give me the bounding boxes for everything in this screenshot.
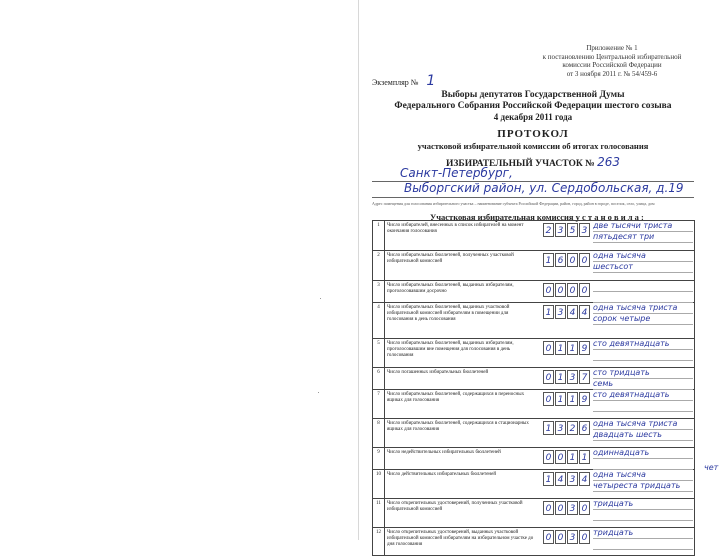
digit-boxes <box>543 392 591 406</box>
polling-station-label: ИЗБИРАТЕЛЬНЫЙ УЧАСТОК № <box>446 159 595 169</box>
digit-boxes <box>543 530 591 544</box>
digit-box: 3 <box>567 472 578 486</box>
address-caption: Адрес помещения для голосования избирательного участка – наименование субъекта Российской Федерации, район, город, район в городе, поселок, село, улица, дом <box>372 201 655 206</box>
digit-box: 1 <box>555 341 566 355</box>
results-table <box>372 220 695 556</box>
digit-box: 0 <box>555 450 566 464</box>
row-label: Число избирательных бюллетеней, полученных участковой избирательной комиссией <box>387 253 514 264</box>
appendix-line: от 3 ноября 2011 г. № 54/459-6 <box>566 69 658 78</box>
digit-box: 0 <box>543 450 554 464</box>
digit-box: 1 <box>543 472 554 486</box>
digit-box: 1 <box>555 392 566 406</box>
polling-station-number: 263 <box>597 155 620 169</box>
digit-box: 0 <box>579 253 590 267</box>
row-label: Число открепительных удостоверений, выданных участковой избирательной комиссией избирателям на избирательном участке до дня голосования <box>387 530 534 547</box>
table-row <box>373 470 695 499</box>
digit-box: 0 <box>555 283 566 297</box>
row-number: 2 <box>373 251 385 280</box>
copy-label: Экземпляр № <box>372 78 419 87</box>
table-row <box>373 499 695 528</box>
row-number: 8 <box>373 419 385 447</box>
value-in-words <box>593 339 693 361</box>
digit-boxes <box>543 305 591 319</box>
words-line: одна тысяча триста <box>593 419 693 430</box>
digit-box: 4 <box>555 472 566 486</box>
row-number: 9 <box>373 448 385 469</box>
words-line: сто девятнадцать <box>593 339 693 350</box>
digit-box: 3 <box>555 305 566 319</box>
table-row <box>373 528 695 556</box>
value-in-words <box>593 303 693 325</box>
row-number: 1 <box>373 221 385 250</box>
row-label: Число избирательных бюллетеней, выданных избирателям, проголосовавшим вне помещения для голосования в день голосования <box>387 341 514 358</box>
words-line: шестьсот <box>593 262 693 273</box>
digit-box: 9 <box>579 341 590 355</box>
table-row <box>373 448 695 470</box>
digit-box: 0 <box>579 501 590 515</box>
words-line <box>593 281 693 292</box>
digit-box: 3 <box>555 421 566 435</box>
value-in-words <box>593 251 693 273</box>
digit-box: 3 <box>579 223 590 237</box>
row-label: Число избирательных бюллетеней, содержащихся в переносных ящиках для голосования <box>387 392 525 403</box>
row-label: Число избирательных бюллетеней, выданных избирателям, проголосовавшим досрочно <box>387 283 514 294</box>
table-row <box>373 251 695 281</box>
value-in-words <box>593 528 693 550</box>
row-label: Число погашенных избирательных бюллетеней <box>387 370 489 375</box>
election-title-line1: Выборы депутатов Государственной Думы <box>441 90 625 100</box>
digit-box: 0 <box>567 283 578 297</box>
election-title-line2: Федерального Собрания Российской Федерации шестого созыва <box>394 101 672 111</box>
digit-box: 0 <box>579 530 590 544</box>
words-line <box>593 401 693 412</box>
words-line: сорок четыре <box>593 314 693 325</box>
words-line <box>593 459 693 470</box>
row-label: Число избирательных бюллетеней, содержащихся в стационарных ящиках для голосования <box>387 421 529 432</box>
election-date: 4 декабря 2011 года <box>493 112 573 122</box>
digit-box: 3 <box>555 223 566 237</box>
digit-box: 3 <box>567 501 578 515</box>
words-line: двадцать шесть <box>593 430 693 441</box>
words-line: сто тридцать <box>593 368 693 379</box>
words-line: четыреста тридцать <box>593 481 693 492</box>
digit-box: 0 <box>567 253 578 267</box>
digit-box: 2 <box>567 421 578 435</box>
appendix-line: Приложение № 1 <box>586 44 638 52</box>
row-number: 4 <box>373 303 385 338</box>
address-line2: Выборгский район, ул. Сердобольская, д.19 <box>404 181 684 195</box>
digit-boxes <box>543 472 591 486</box>
words-line: две тысячи триста <box>593 221 693 232</box>
table-row <box>373 339 695 368</box>
digit-box: 1 <box>567 392 578 406</box>
address-line1: Санкт-Петербург, <box>400 166 513 180</box>
words-line: одиннадцать <box>593 448 693 459</box>
words-line <box>593 292 693 303</box>
table-row <box>373 303 695 339</box>
digit-box: 4 <box>567 305 578 319</box>
table-row <box>373 221 695 251</box>
value-in-words <box>593 390 693 412</box>
digit-box: 0 <box>555 530 566 544</box>
value-in-words <box>593 368 693 390</box>
digit-box: 5 <box>567 223 578 237</box>
words-line <box>593 350 693 361</box>
words-line: сто девятнадцать <box>593 390 693 401</box>
digit-box: 9 <box>579 392 590 406</box>
table-row <box>373 419 695 448</box>
digit-boxes <box>543 283 591 297</box>
words-line: пятьдесят три <box>593 232 693 243</box>
row-label: Число открепительных удостоверений, полученных участковой избирательной комиссией <box>387 501 523 512</box>
value-in-words <box>593 448 693 470</box>
digit-boxes <box>543 450 591 464</box>
digit-box: 1 <box>567 450 578 464</box>
words-line: одна тысяча <box>593 470 693 481</box>
commission-resolution: Участковая избирательная комиссия у с т а н о в и л а : <box>430 212 644 222</box>
row-label: Число избирательных бюллетеней, выданных участковой избирательной комиссией избирателям в помещении для голосования в день голосования <box>387 305 510 322</box>
words-line: семь <box>593 379 693 390</box>
row-number: 10 <box>373 470 385 498</box>
digit-boxes <box>543 223 591 237</box>
row-label: Число действительных избирательных бюллетеней <box>387 472 496 477</box>
digit-box: 0 <box>543 283 554 297</box>
scan-speck <box>318 392 319 393</box>
digit-box: 0 <box>555 501 566 515</box>
margin-handwriting: чет <box>704 463 719 472</box>
protocol-title: ПРОТОКОЛ <box>497 128 569 140</box>
digit-box: 3 <box>567 370 578 384</box>
scan-speck <box>320 298 321 299</box>
digit-boxes <box>543 253 591 267</box>
copy-number-value: 1 <box>426 73 436 89</box>
copy-number <box>372 73 435 89</box>
appendix-line: к постановлению Центральной избирательной <box>542 52 682 61</box>
digit-box: 6 <box>579 421 590 435</box>
row-label: Число недействительных избирательных бюллетеней <box>387 450 501 455</box>
words-line <box>593 539 693 550</box>
table-row <box>373 390 695 419</box>
value-in-words <box>593 419 693 441</box>
digit-box: 7 <box>579 370 590 384</box>
digit-box: 3 <box>567 530 578 544</box>
table-row <box>373 368 695 390</box>
digit-box: 0 <box>543 530 554 544</box>
digit-box: 1 <box>543 421 554 435</box>
digit-box: 0 <box>543 392 554 406</box>
words-line <box>593 510 693 521</box>
digit-box: 1 <box>543 305 554 319</box>
digit-box: 1 <box>555 370 566 384</box>
value-in-words <box>593 499 693 521</box>
digit-box: 0 <box>543 501 554 515</box>
digit-boxes <box>543 501 591 515</box>
digit-box: 4 <box>579 472 590 486</box>
row-number: 6 <box>373 368 385 389</box>
value-in-words <box>593 281 693 303</box>
words-line: тридцать <box>593 528 693 539</box>
page-fold-edge <box>358 0 359 540</box>
row-label: Число избирателей, внесенных в список избирателей на момент окончания голосования <box>387 223 524 234</box>
table-row <box>373 281 695 303</box>
row-number: 11 <box>373 499 385 527</box>
digit-box: 6 <box>555 253 566 267</box>
row-number: 7 <box>373 390 385 418</box>
digit-box: 4 <box>579 305 590 319</box>
value-in-words <box>593 470 693 492</box>
row-number: 5 <box>373 339 385 367</box>
digit-box: 2 <box>543 223 554 237</box>
digit-box: 0 <box>579 283 590 297</box>
words-line: одна тысяча <box>593 251 693 262</box>
digit-boxes <box>543 370 591 384</box>
words-line: одна тысяча триста <box>593 303 693 314</box>
digit-boxes <box>543 341 591 355</box>
appendix-note <box>532 44 692 78</box>
address-underline <box>372 197 694 198</box>
digit-box: 1 <box>567 341 578 355</box>
digit-box: 1 <box>543 253 554 267</box>
digit-box: 1 <box>579 450 590 464</box>
row-number: 3 <box>373 281 385 302</box>
value-in-words <box>593 221 693 243</box>
digit-box: 0 <box>543 370 554 384</box>
protocol-subtitle: участковой избирательной комиссии об итогах голосования <box>417 141 649 151</box>
election-title <box>372 90 694 112</box>
row-number: 12 <box>373 528 385 555</box>
words-line: тридцать <box>593 499 693 510</box>
appendix-line: комиссии Российской Федерации <box>562 61 662 69</box>
digit-boxes <box>543 421 591 435</box>
digit-box: 0 <box>543 341 554 355</box>
